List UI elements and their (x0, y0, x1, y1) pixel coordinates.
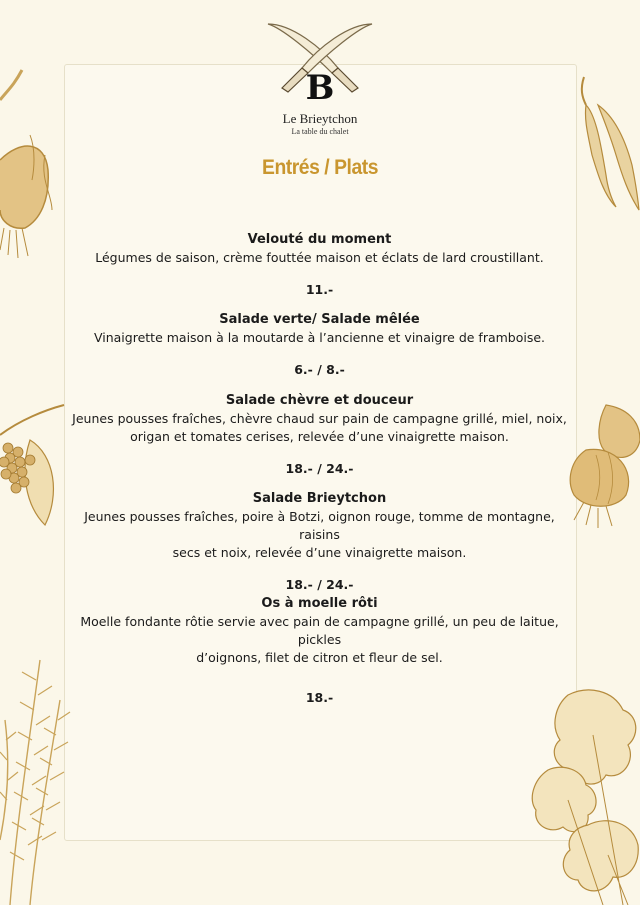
dish-price: 18.- / 24.- (285, 461, 354, 476)
dish-name: Salade verte/ Salade mêlée (219, 312, 420, 327)
dish-description: Jeunes pousses fraîches, poire à Botzi, oignon rouge, tomme de montagne, raisins (84, 509, 555, 542)
menu-item-salade-verte (64, 310, 575, 379)
logo (0, 10, 640, 135)
dish-description: secs et noix, relevée d’une vinaigrette maison. (172, 545, 467, 560)
brand-tagline: La table du chalet (291, 127, 349, 136)
parsley-illustration (528, 685, 640, 905)
dish-description: origan et tomates cerises, relevée d’une vinaigrette maison. (130, 429, 509, 444)
dish-description: Légumes de saison, crème fouttée maison et éclats de lard croustillant. (95, 250, 544, 265)
menu-item-salade-chevre (64, 391, 575, 478)
dish-price: 18.- (305, 690, 334, 705)
dish-name: Os à moelle rôti (261, 596, 378, 611)
brand-name: Le Brieytchon (282, 111, 358, 126)
dish-description: Vinaigrette maison à la moutarde à l’ancienne et vinaigre de framboise. (93, 330, 546, 345)
dish-description: Jeunes pousses fraîches, chèvre chaud sur pain de campagne grillé, miel, noix, (72, 411, 567, 426)
menu-item-salade-brieytchon (64, 489, 575, 594)
dish-price: 18.- / 24.- (285, 577, 354, 592)
section-title: Entrés / Plats (262, 156, 378, 179)
dish-price: 6.- / 8.- (294, 362, 345, 377)
brand-letter: B (305, 68, 335, 108)
menu-item-os-a-moelle (64, 594, 575, 707)
dish-price: 11.- (305, 282, 334, 297)
onion-illustration (566, 400, 640, 530)
peppercorn-illustration (0, 400, 66, 530)
dish-name: Salade chèvre et douceur (225, 393, 414, 408)
dish-description: Moelle fondante rôtie servie avec pain de campagne grillé, un peu de laitue, pickles (80, 614, 559, 647)
dish-description: d’oignons, filet de citron et fleur de sel. (196, 650, 443, 665)
dish-name: Velouté du moment (247, 232, 392, 247)
dish-name: Salade Brieytchon (252, 491, 387, 506)
menu-item-veloute (64, 230, 575, 299)
